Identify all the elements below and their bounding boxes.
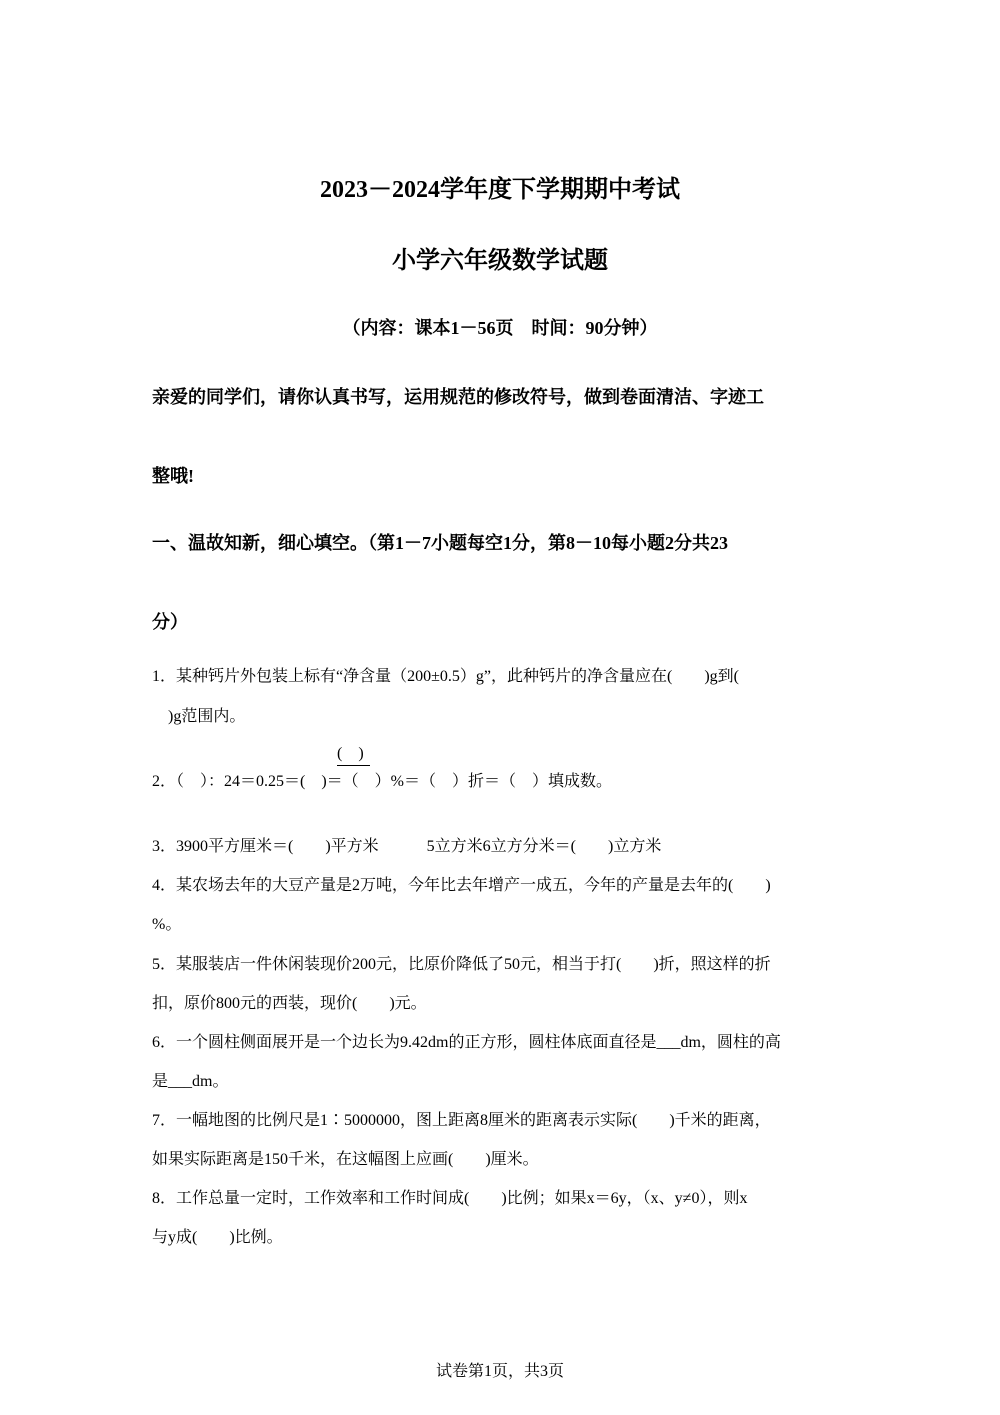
question-4-line-1: 4．某农场去年的大豆产量是2万吨，今年比去年增产一成五，今年的产量是去年的( ) (152, 877, 771, 894)
question-1-line-1: 1．某种钙片外包装上标有“净含量（200±0.5）g”，此种钙片的净含量应在( )g到( (152, 668, 739, 685)
question-8-line-2: 与y成( )比例。 (152, 1229, 283, 1246)
question-4-line-2: %。 (152, 916, 182, 933)
page-footer: 试卷第1页，共3页 (435, 1363, 564, 1380)
intro-line-2: 整哦! (152, 466, 194, 486)
exam-meta: （内容：课本1－56页 时间：90分钟） (342, 318, 658, 338)
question-7-line-1: 7．一幅地图的比例尺是1∶5000000，图上距离8厘米的距离表示实际( )千米的距离， (152, 1112, 771, 1129)
exam-subtitle: 小学六年级数学试题 (392, 248, 608, 274)
question-7-line-2: 如果实际距离是150千米，在这幅图上应画( )厘米。 (152, 1151, 539, 1168)
intro-line-1: 亲爱的同学们，请你认真书写，运用规范的修改符号，做到卷面清洁、字迹工 (152, 387, 764, 407)
question-5-line-2: 扣，原价800元的西装，现价( )元。 (152, 995, 427, 1012)
section-heading-line-1: 一、温故知新，细心填空。（第1－7小题每空1分，第8－10每小题2分共23 (152, 533, 728, 553)
question-5-line-1: 5．某服装店一件休闲装现价200元，比原价降低了50元，相当于打( )折，照这样的折 (152, 956, 771, 973)
question-2-fraction-numerator: ( ) (337, 745, 364, 762)
question-3-line: 3．3900平方厘米＝( )平方米 5立方米6立方分米＝( )立方米 (152, 838, 662, 855)
question-2-fraction-bar (337, 765, 370, 766)
question-6-line-2: 是___dm。 (152, 1073, 229, 1090)
section-heading-line-2: 分） (152, 612, 188, 632)
question-6-line-1: 6．一个圆柱侧面展开是一个边长为9.42dm的正方形，圆柱体底面直径是___dm，圆柱的高 (152, 1034, 781, 1051)
question-1-line-2: )g范围内。 (152, 708, 246, 725)
exam-title: 2023－2024学年度下学期期中考试 (320, 177, 680, 203)
question-8-line-1: 8．工作总量一定时，工作效率和工作时间成( )比例；如果x＝6y，（x、y≠0），则x (152, 1190, 748, 1207)
question-2-line: 2．（ ）：24＝0.25＝( )＝（ ）%＝（ ）折＝（ ）填成数。 (152, 773, 612, 790)
